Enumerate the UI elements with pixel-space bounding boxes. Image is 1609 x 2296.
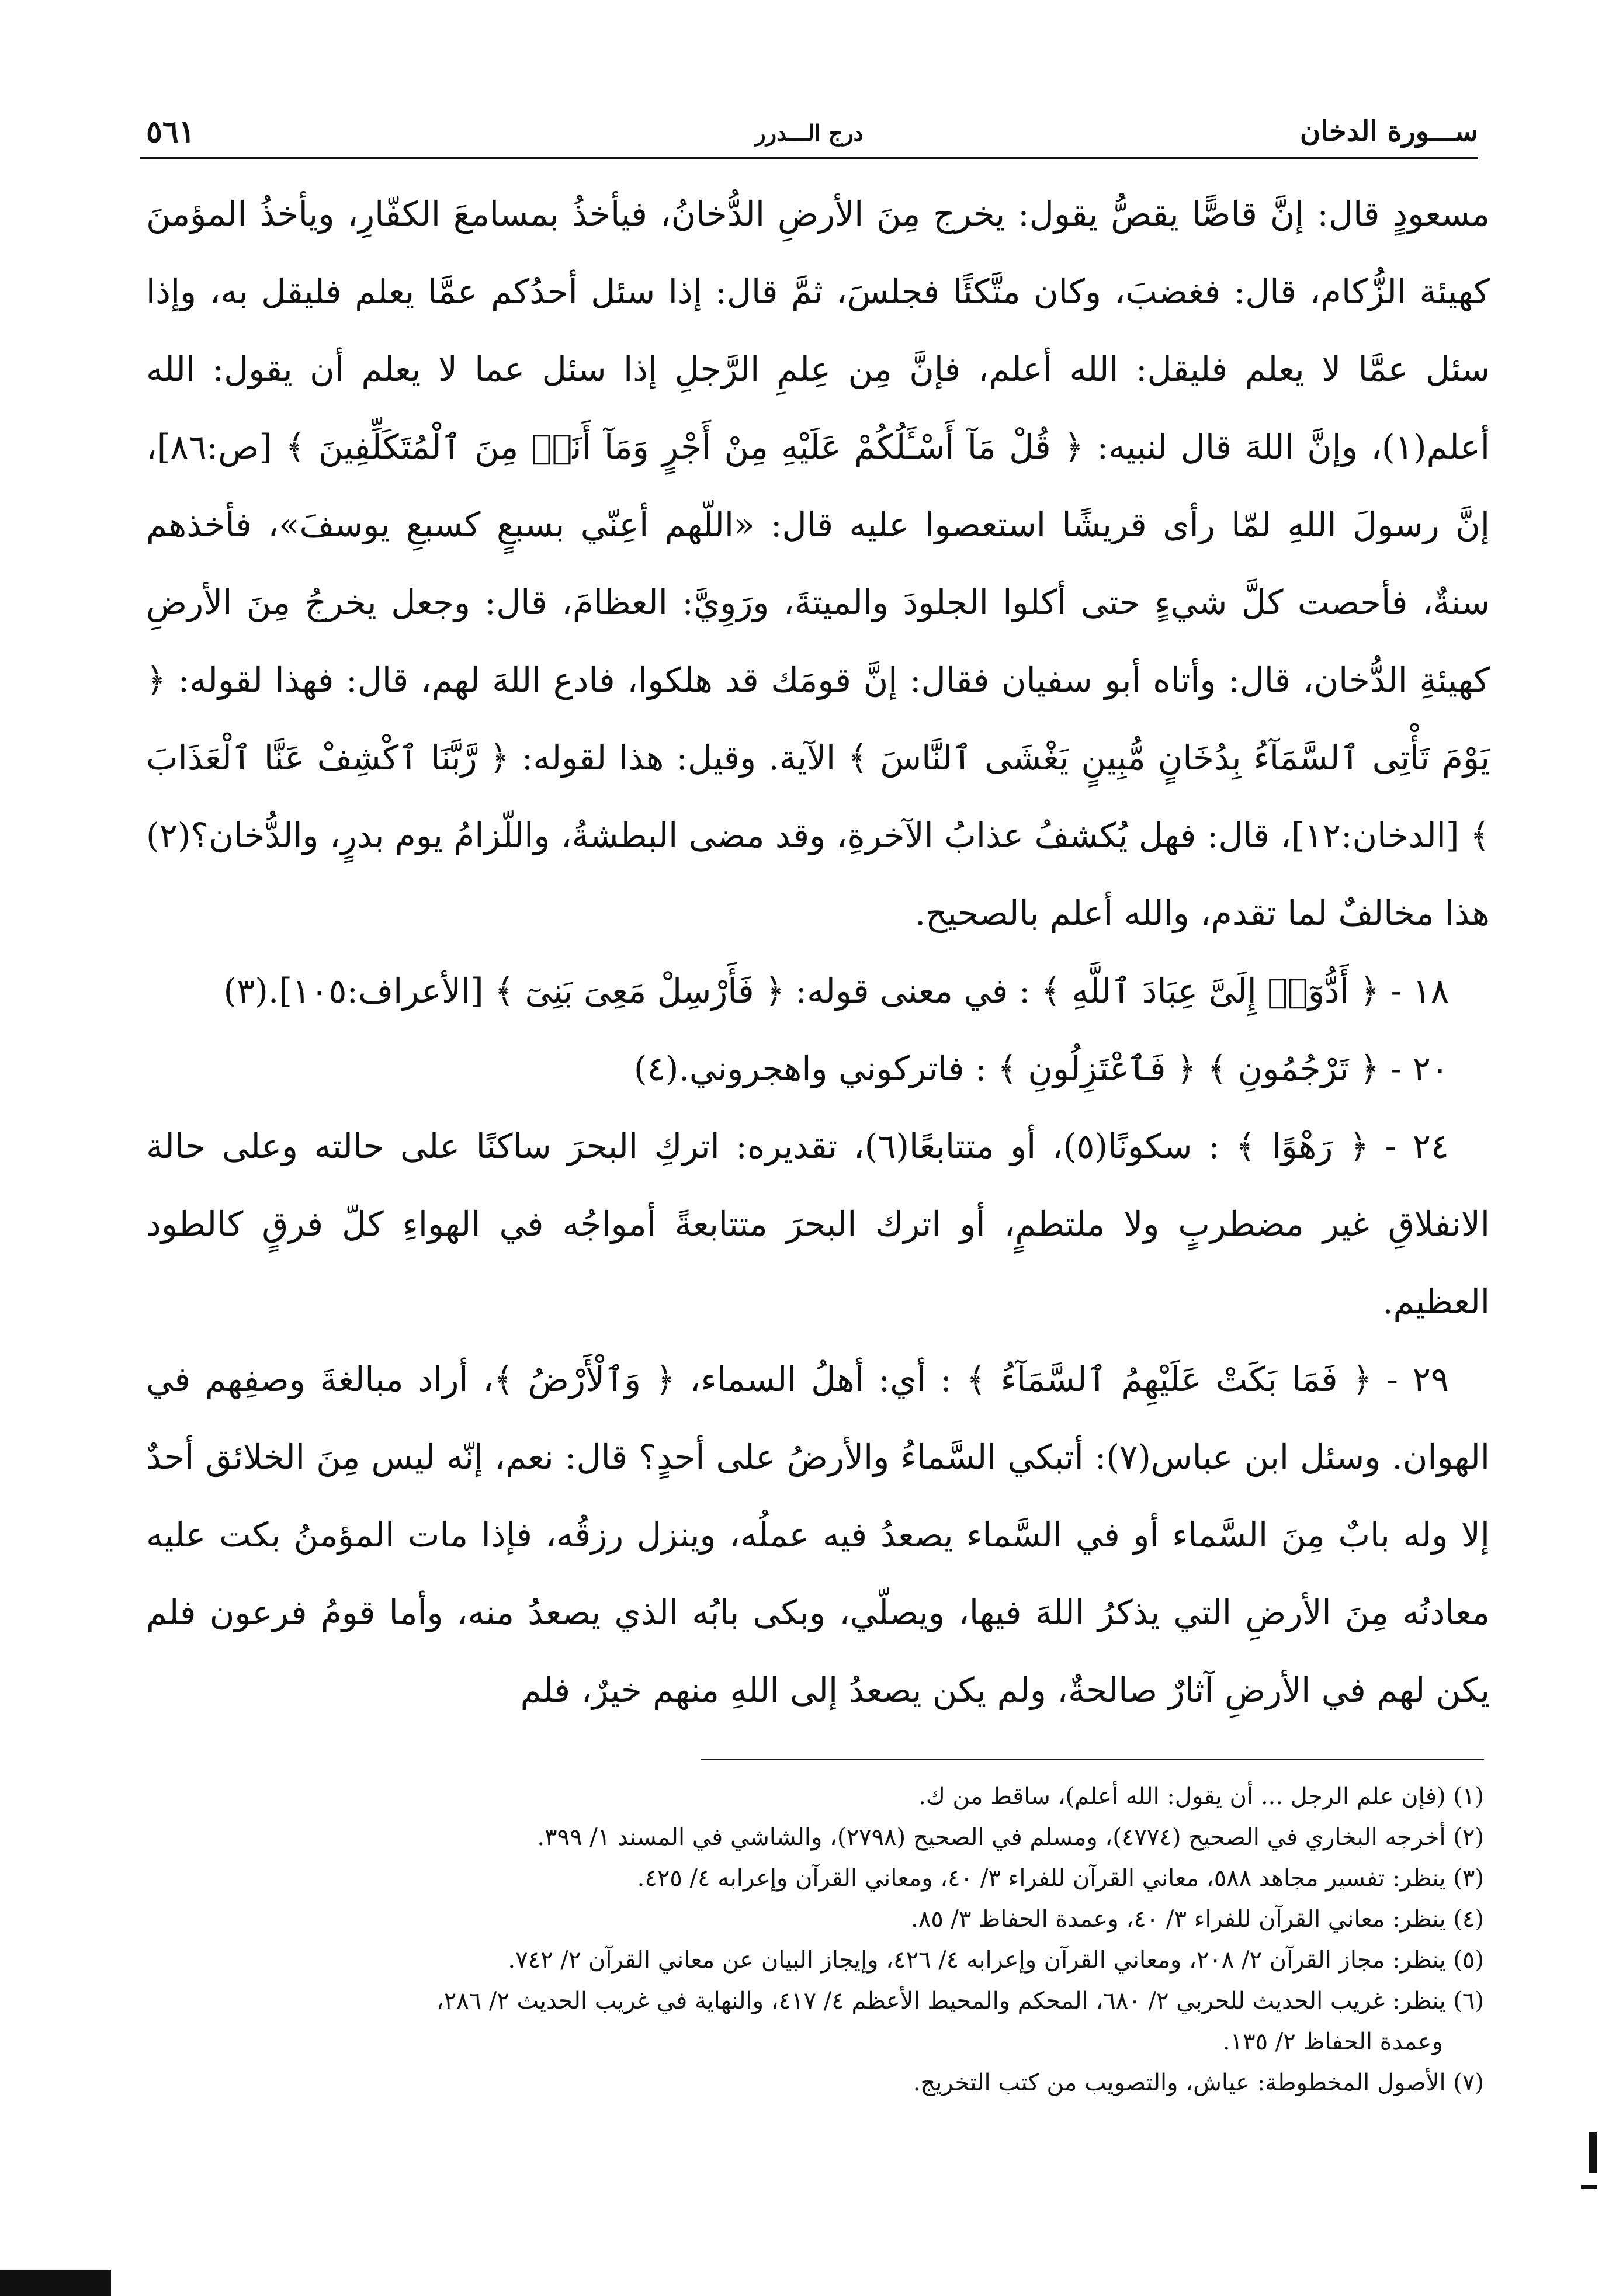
footnote-rule bbox=[701, 1759, 1484, 1760]
footnote-6: (٦) ينظر: غريب الحديث للحربي ٢/ ٦٨٠، المحكم والمحيط الأعظم ٤/ ٤١٧، والنهاية في غريب الحديث ٢/ ٢٨٦، bbox=[436, 1988, 1484, 2014]
verse-item-29: ٢٩ - ﴿ فَمَا بَكَتْ عَلَيْهِمُ ٱلسَّمَآءُ ﴾ : أي: أهلُ السماء، ﴿ وَٱلْأَرْضُ ﴾، أراد مبالغةَ وصفِهم في الهوان. وسئل ابن عباس(٧): أتبكي السَّماءُ والأرضُ على أحدٍ؟ قال: نعم، إنّه ليس مِنَ الخلائق أحدٌ إلا وله بابٌ مِنَ السَّماء أو في السَّماء يصعدُ فيه عملُه، وينزل رزقُه، فإذا مات المؤمنُ بكت عليه معادنُه مِنَ الأرضِ التي يذكرُ اللهَ فيها، ويصلّي، وبكى بابُه الذي يصعدُ منه، وأما قومُ فرعون فلم يكن لهم في الأرضِ آثارٌ صالحةٌ، ولم يكن يصعدُ إلى اللهِ منهم خيرٌ، فلم bbox=[146, 1359, 1490, 1710]
scan-corner-mark bbox=[0, 2270, 111, 2296]
paragraph: مسعودٍ قال: إنَّ قاصًّا يقصُّ يقول: يخرج مِنَ الأرضِ الدُّخانُ، فيأخذُ بمسامعَ الكفّارِ، ويأخذُ المؤمنَ كهيئة الزُّكام، قال: فغضبَ، وكان متَّكئًا فجلسَ، ثمَّ قال: إذا سئل أحدُكم عمَّا يعلم فليقل به، وإذا سئل عمَّا لا يعلم فليقل: الله أعلم، فإنَّ مِن عِلمِ الرَّجلِ إذا سئل عما لا يعلم أن يقول: الله أعلم(١)، وإنَّ اللهَ قال لنبيه: ﴿ قُلْ مَآ أَسْـَٔلُكُمْ عَلَيْهِ مِنْ أَجْرٍ وَمَآ أَنَا۠ مِنَ ٱلْمُتَكَلِّفِينَ ﴾ [ص:٨٦]، إنَّ رسولَ اللهِ لمّا رأى قريشًا استعصوا عليه قال: «اللّهم أعِنّي بسبعٍ كسبعِ يوسفَ»، فأخذهم سنةٌ، فأحصت كلَّ شيءٍ حتى أكلوا الجلودَ والميتةَ، ورَوِيَّ: العظامَ، قال: وجعل يخرجُ مِنَ الأرضِ كهيئةِ الدُّخان، قال: وأتاه أبو سفيان فقال: إنَّ قومَك قد هلكوا، فادع اللهَ لهم، قال: فهذا لقوله: ﴿ يَوْمَ تَأْتِى ٱلسَّمَآءُ بِدُخَانٍ مُّبِينٍ يَغْشَى ٱلنَّاسَ ﴾ الآية. وقيل: هذا لقوله: ﴿ رَّبَّنَا ٱكْشِفْ عَنَّا ٱلْعَذَابَ ﴾ [الدخان:١٢]، قال: فهل يُكشفُ عذابُ الآخرةِ، وقد مضى البطشةُ، واللّزامُ يوم بدرٍ، والدُّخان؟(٢) هذا مخالفٌ لما تقدم، والله أعلم بالصحيح. bbox=[146, 194, 1490, 933]
scan-mark bbox=[1581, 2185, 1597, 2189]
page-number: ٥٦١ bbox=[146, 114, 195, 150]
footnote-4: (٤) ينظر: معاني القرآن للفراء ٣/ ٤٠، وعمدة الحفاظ ٣/ ٨٥. bbox=[911, 1906, 1484, 1933]
footnote-5: (٥) ينظر: مجاز القرآن ٢/ ٢٠٨، ومعاني القرآن وإعرابه ٤/ ٤٢٦، وإيجاز البيان عن معاني القرآن ٢/ ٧٤٢. bbox=[508, 1947, 1484, 1974]
footnotes bbox=[146, 1776, 1484, 2103]
verse-item-18: ١٨ - ﴿ أَدُّوٓا۟ إِلَىَّ عِبَادَ ٱللَّهِ ﴾ : في معنى قوله: ﴿ فَأَرْسِلْ مَعِىَ بَنِىٓ ﴾ [الأعراف:١٠٥].(٣) bbox=[223, 971, 1449, 1011]
header-rule bbox=[140, 157, 1478, 159]
surah-title: ســـورة الدخان bbox=[1300, 115, 1478, 148]
footnote-1: (١) (فإن علم الرجل ... أن يقول: الله أعلم)، ساقط من ك. bbox=[918, 1783, 1484, 1810]
footnote-2: (٢) أخرجه البخاري في الصحيح (٤٧٧٤)، ومسلم في الصحيح (٢٧٩٨)، والشاشي في المسند ١/ ٣٩٩. bbox=[537, 1824, 1484, 1851]
verse-item-24: ٢٤ - ﴿ رَهْوًا ﴾ : سكونًا(٥)، أو متتابعًا(٦)، تقديره: اتركِ البحرَ ساكنًا على حالته وعلى حالة الانفلاقِ غير مضطربٍ ولا ملتطمٍ، أو اترك البحرَ متتابعةً أمواجُه في الهواءِ كلّ فرقٍ كالطود العظيم. bbox=[146, 1126, 1490, 1322]
footnote-6-continuation: وعمدة الحفاظ ٢/ ١٣٥. bbox=[1222, 2028, 1443, 2055]
footnote-7: (٧) الأصول المخطوطة: عياش، والتصويب من كتب التخريج. bbox=[913, 2069, 1484, 2096]
verse-item-20: ٢٠ - ﴿ تَرْجُمُونِ ﴾ ﴿ فَٱعْتَزِلُونِ ﴾ : فاتركوني واهجروني.(٤) bbox=[634, 1049, 1449, 1088]
scan-mark bbox=[1589, 2132, 1597, 2173]
book-title: درج الـــدرر bbox=[755, 120, 864, 146]
main-text bbox=[146, 175, 1490, 1729]
running-header bbox=[140, 102, 1478, 155]
footnote-3: (٣) ينظر: تفسير مجاهد ٥٨٨، معاني القرآن للفراء ٣/ ٤٠، ومعاني القرآن وإعرابه ٤/ ٤٢٥. bbox=[637, 1865, 1484, 1892]
